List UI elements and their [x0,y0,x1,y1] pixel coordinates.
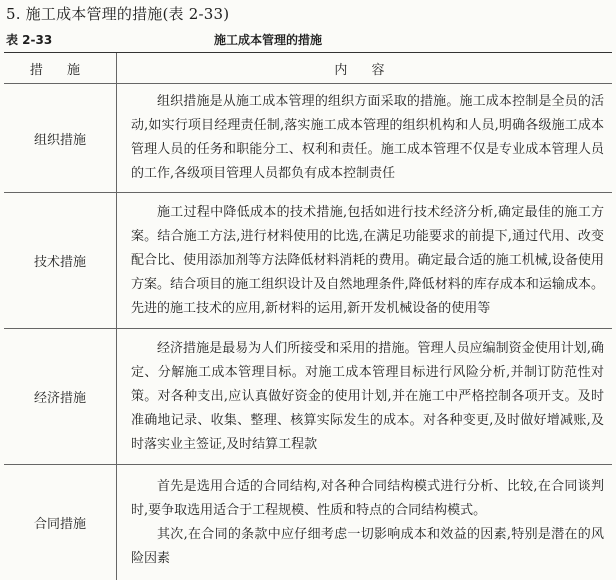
table-row [4,329,612,465]
measures-table-container [4,52,612,579]
measure-content [117,465,613,580]
header-content: 内 容 [117,53,613,84]
table-header-row [4,53,612,84]
measure-name: 经济措施 [4,329,117,465]
content-paragraph: 经济措施是最易为人们所接受和采用的措施。管理人员应编制资金使用计划,确定、分解施工成本管理目标。对施工成本管理目标进行风险分析,并制订防范性对策。对各种支出,应认真做好资金的使用计划,并在施工中严格控制各项开支。及时准确地记录、收集、整理、核算实际发生的成本。对各种变更,及时做好增减账,及时落实业主签证,及时结算工程款 [131,337,604,457]
measure-content [117,193,613,329]
measure-content [117,329,613,465]
measure-name: 技术措施 [4,193,117,329]
table-row [4,84,612,193]
measure-name: 合同措施 [4,465,117,580]
content-paragraph: 组织措施是从施工成本管理的组织方面采取的措施。施工成本控制是全员的活动,如实行项目经理责任制,落实施工成本管理的组织机构和人员,明确各级施工成本管理人员的任务和职能分工、权利和责任。施工成本管理不仅是专业成本管理人员的工作,各级项目管理人员都负有成本控制责任 [131,90,604,186]
measure-content [117,84,613,193]
measures-table [4,53,612,580]
table-row [4,465,612,580]
content-paragraph: 其次,在合同的条款中应仔细考虑一切影响成本和效益的因素,特别是潜在的风险因素 [131,523,604,571]
table-number: 表 2-33 [6,31,52,48]
table-title: 施工成本管理的措施 [214,31,322,48]
table-row [4,193,612,329]
content-paragraph: 首先是选用合适的合同结构,对各种合同结构模式进行分析、比较,在合同谈判时,要争取选用适合于工程规模、性质和特点的合同结构模式。 [131,475,604,523]
header-measure: 措 施 [4,53,117,84]
section-heading: 5. 施工成本管理的措施(表 2-33) [6,4,229,24]
measure-name: 组织措施 [4,84,117,193]
content-paragraph: 施工过程中降低成本的技术措施,包括如进行技术经济分析,确定最佳的施工方案。结合施工方法,进行材料使用的比选,在满足功能要求的前提下,通过代用、改变配合比、使用添加剂等方法降低材料消耗的费用。确定最合适的施工机械,设备使用方案。结合项目的施工组织设计及自然地理条件,降低材料的库存成本和运输成本。先进的施工技术的应用,新材料的运用,新开发机械设备的使用等 [131,201,604,321]
